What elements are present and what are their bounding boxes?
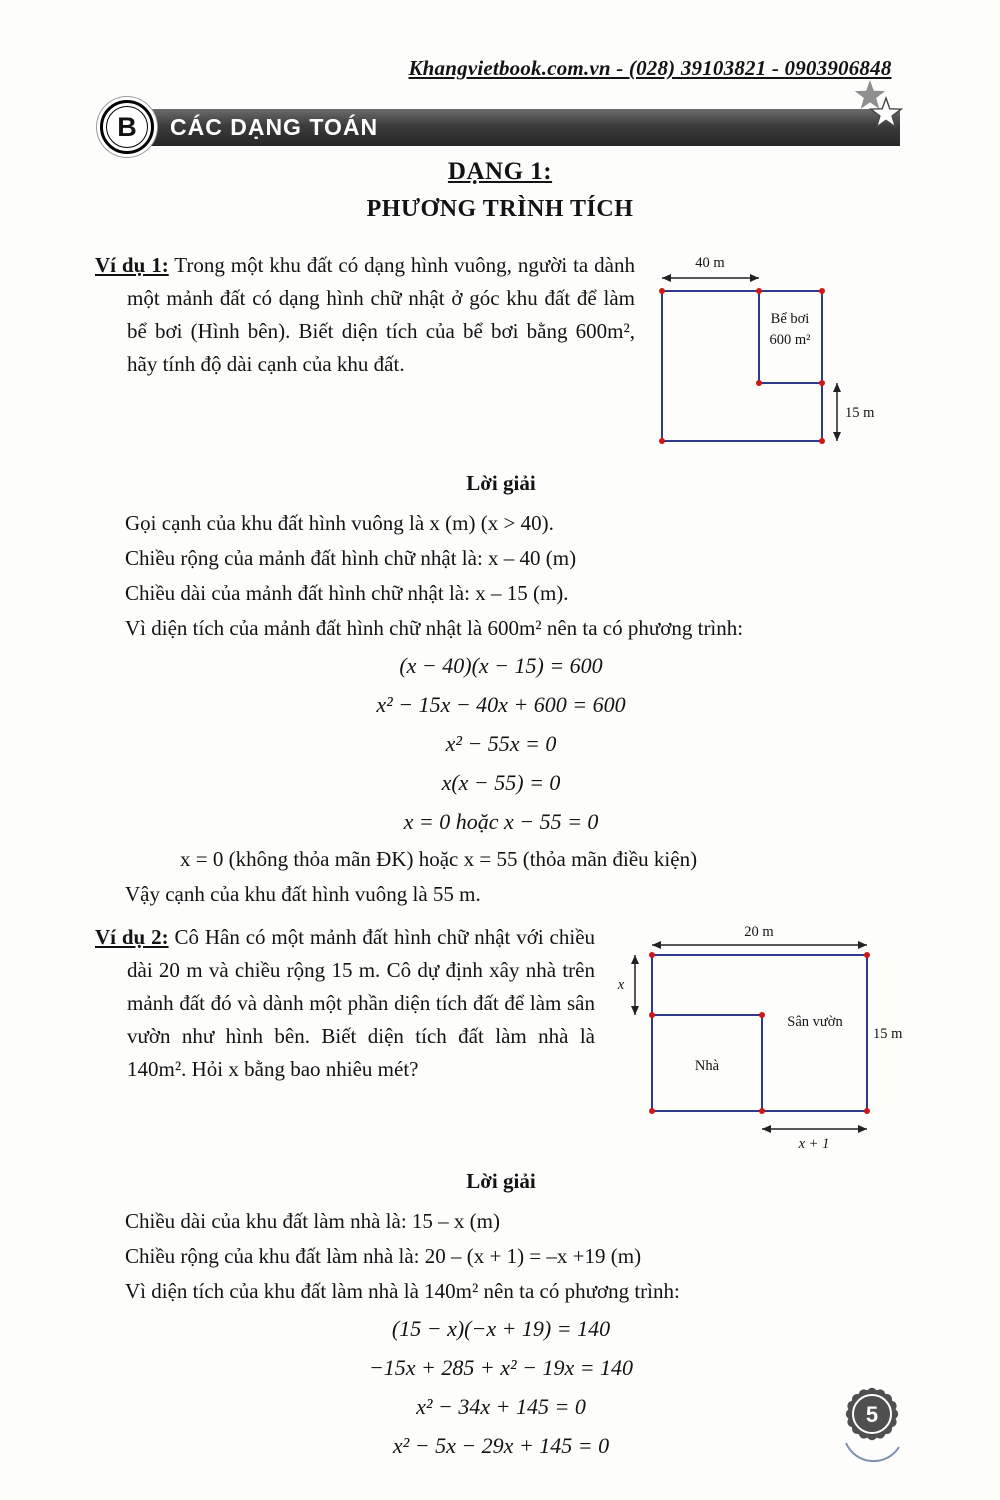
example2-step: Chiều rộng của khu đất làm nhà là: 20 – (x + 1) = –x +19 (m): [125, 1244, 642, 1268]
example2-equation: (15 − x)(−x + 19) = 140: [391, 1316, 611, 1341]
example1-equation: x² − 55x = 0: [445, 731, 557, 756]
example2-label: Ví dụ 2:: [95, 925, 169, 949]
example1-step: Chiều rộng của mảnh đất hình chữ nhật là: x – 40 (m): [125, 546, 577, 570]
figure2-x-label: x: [617, 977, 625, 993]
dang-1-title: DẠNG 1:: [447, 158, 553, 185]
example2-figure: [607, 923, 907, 1161]
example2-solution-heading: Lời giải: [466, 1169, 536, 1193]
example2-step: Vì diện tích của khu đất làm nhà là 140m² nên ta có phương trình:: [125, 1279, 680, 1303]
example2-step: Chiều dài của khu đất làm nhà là: 15 – x (m): [125, 1209, 500, 1233]
page-number: 5: [865, 1402, 879, 1427]
example1-equation: x = 0 hoặc x − 55 = 0: [403, 809, 599, 834]
example2-text: Cô Hân có một mảnh đất hình chữ nhật với chiều dài 20 m và chiều rộng 15 m. Cô dự định xây nhà trên mảnh đất đó và dành một phần diện tích đất để làm sân vườn như hình bên. Biết diện tích đất làm nhà là 140m². Hỏi x bằng bao nhiêu mét?: [127, 925, 596, 1081]
decorative-stars-icon: [840, 76, 912, 143]
figure2-house-label: Nhà: [694, 1058, 720, 1074]
section-banner-title: CÁC DẠNG TOÁN: [170, 114, 379, 140]
example1-solution-heading: Lời giải: [466, 471, 536, 495]
figure1-pool-area-label: 600 m²: [769, 332, 811, 348]
section-b-badge: [100, 100, 154, 154]
corner-dots: [649, 952, 870, 1114]
star-back-icon: [855, 80, 885, 109]
example2-equation: x² − 34x + 145 = 0: [416, 1394, 586, 1419]
example1-equation: x(x − 55) = 0: [441, 770, 561, 795]
land-rectangle-shape: [652, 955, 867, 1111]
example1-equation: (x − 40)(x − 15) = 600: [399, 653, 603, 678]
dang-1-subtitle: PHƯƠNG TRÌNH TÍCH: [366, 196, 634, 222]
dimension-arrowheads: [631, 941, 867, 1133]
example1-step: Chiều dài của mảnh đất hình chữ nhật là: x – 15 (m).: [125, 581, 569, 605]
example1-figure: [647, 251, 907, 463]
page-content: [95, 249, 907, 1466]
figure1-width-label: 40 m: [695, 255, 725, 271]
section-banner: [120, 109, 900, 146]
example1-step: Vì diện tích của mảnh đất hình chữ nhật là 600m² nên ta có phương trình:: [125, 616, 744, 640]
dimension-arrow-lines: [662, 278, 837, 441]
figure1-height-label: 15 m: [845, 405, 875, 421]
example1-text: Trong một khu đất có dạng hình vuông, người ta dành một mảnh đất có dạng hình chữ nhật ở góc khu đất để làm bể bơi (Hình bên). Biết diện tích của bể bơi bằng 600m², hãy tính độ dài cạnh của khu đất.: [127, 253, 636, 376]
page-number-badge: [836, 1381, 912, 1468]
example1-label: Ví dụ 1:: [95, 253, 169, 277]
figure2-height-label: 15 m: [873, 1026, 903, 1042]
example1-equation: x² − 15x − 40x + 600 = 600: [376, 692, 626, 717]
decorative-arc: [846, 1443, 899, 1461]
example1-step: Gọi cạnh của khu đất hình vuông là x (m) (x > 40).: [125, 511, 554, 535]
section-b-letter: B: [117, 111, 137, 142]
figure2-bottom-label: x + 1: [798, 1136, 830, 1151]
figure2-garden-label: Sân vườn: [787, 1014, 843, 1030]
figure2-width-label: 20 m: [744, 924, 774, 940]
dimension-arrow-lines: [635, 945, 867, 1129]
figure1-pool-name-label: Bể bơi: [770, 311, 810, 327]
dimension-arrowheads: [662, 274, 841, 441]
example1-conclusion: Vậy cạnh của khu đất hình vuông là 55 m.: [125, 882, 481, 906]
example2-equation: −15x + 285 + x² − 19x = 140: [368, 1355, 634, 1380]
publisher-contact: Khangvietbook.com.vn - (028) 39103821 - 0903906848: [408, 56, 892, 80]
example1-case-line: x = 0 (không thỏa mãn ĐK) hoặc x = 55 (thỏa mãn điều kiện): [180, 847, 698, 871]
example2-equation: x² − 5x − 29x + 145 = 0: [392, 1433, 610, 1458]
